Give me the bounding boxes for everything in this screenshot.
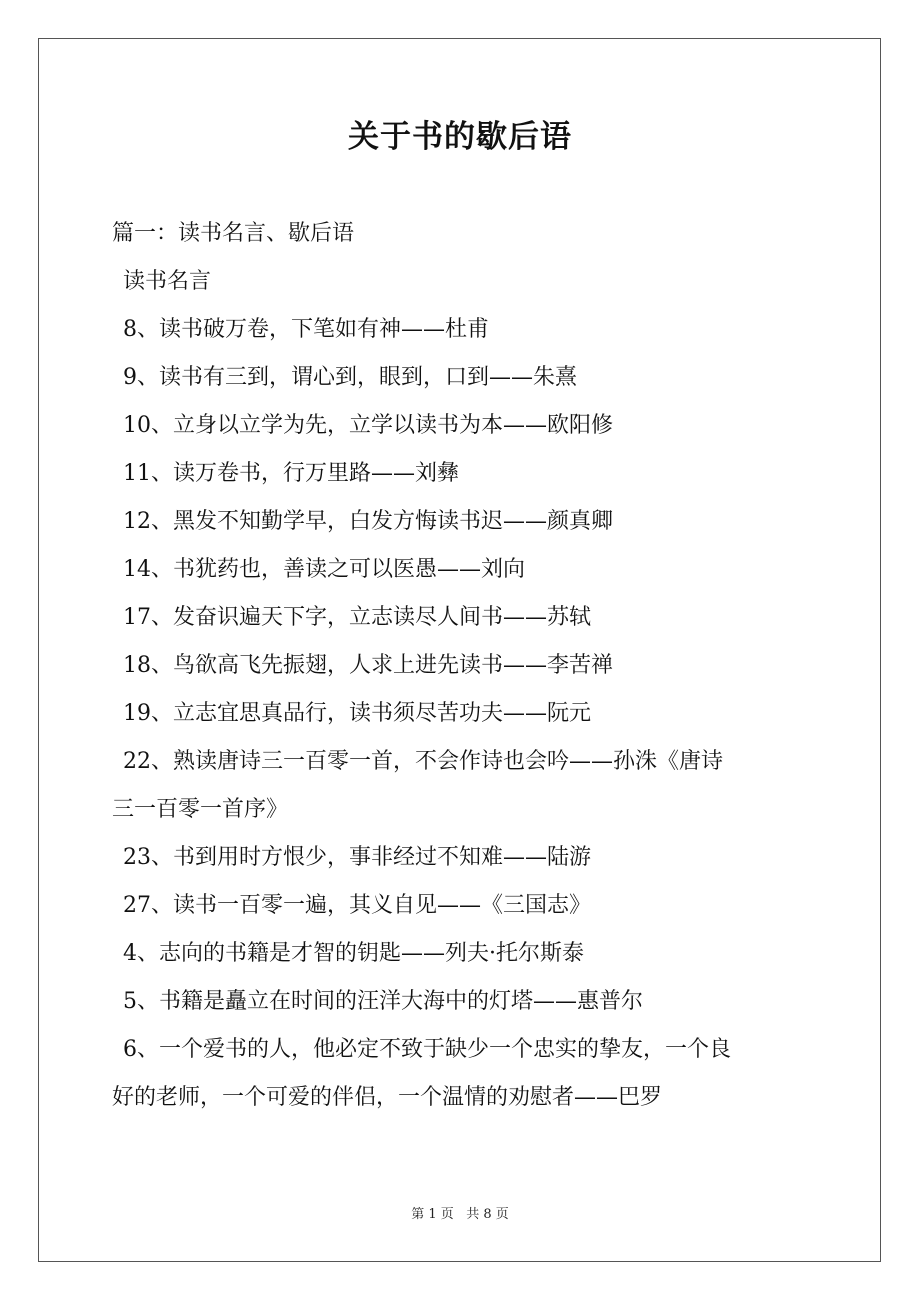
quote-line: 18、鸟欲高飞先振翅，人求上进先读书——李苦禅 [123,653,613,678]
document-body [112,210,812,1122]
quote-line: 9、读书有三到，谓心到，眼到，口到——朱熹 [123,365,577,390]
quote-line-continuation: 三一百零一首序》 [112,797,289,822]
quote-line: 14、书犹药也，善读之可以医愚——刘向 [123,557,525,582]
page-footer [0,1205,920,1225]
page-number: 第 1 页 [411,1207,454,1222]
quote-line: 22、熟读唐诗三一百零一首，不会作诗也会吟——孙洙《唐诗 [123,749,723,774]
quote-line: 17、发奋识遍天下字，立志读尽人间书——苏轼 [123,605,591,630]
page-total: 共 8 页 [466,1207,509,1222]
subsection-heading: 读书名言 [123,269,212,294]
quote-line: 4、志向的书籍是才智的钥匙——列夫·托尔斯泰 [123,941,584,966]
quote-line: 27、读书一百零一遍，其义自见——《三国志》 [123,893,591,918]
quote-line: 10、立身以立学为先，立学以读书为本——欧阳修 [123,413,613,438]
quote-line: 12、黑发不知勤学早，白发方悔读书迟——颜真卿 [123,509,613,534]
quote-line: 11、读万卷书，行万里路——刘彝 [123,461,459,486]
quote-line: 23、书到用时方恨少，事非经过不知难——陆游 [123,845,591,870]
quote-line: 19、立志宜思真品行，读书须尽苦功夫——阮元 [123,701,591,726]
quote-line: 8、读书破万卷，下笔如有神——杜甫 [123,317,489,342]
section-heading: 篇一：读书名言、歇后语 [112,221,355,246]
quote-line-continuation: 好的老师，一个可爱的伴侣，一个温情的劝慰者——巴罗 [112,1085,663,1110]
quote-line: 5、书籍是矗立在时间的汪洋大海中的灯塔——惠普尔 [123,989,643,1014]
quote-line: 6、一个爱书的人，他必定不致于缺少一个忠实的挚友，一个良 [123,1037,731,1062]
document-title: 关于书的歇后语 [348,119,572,155]
